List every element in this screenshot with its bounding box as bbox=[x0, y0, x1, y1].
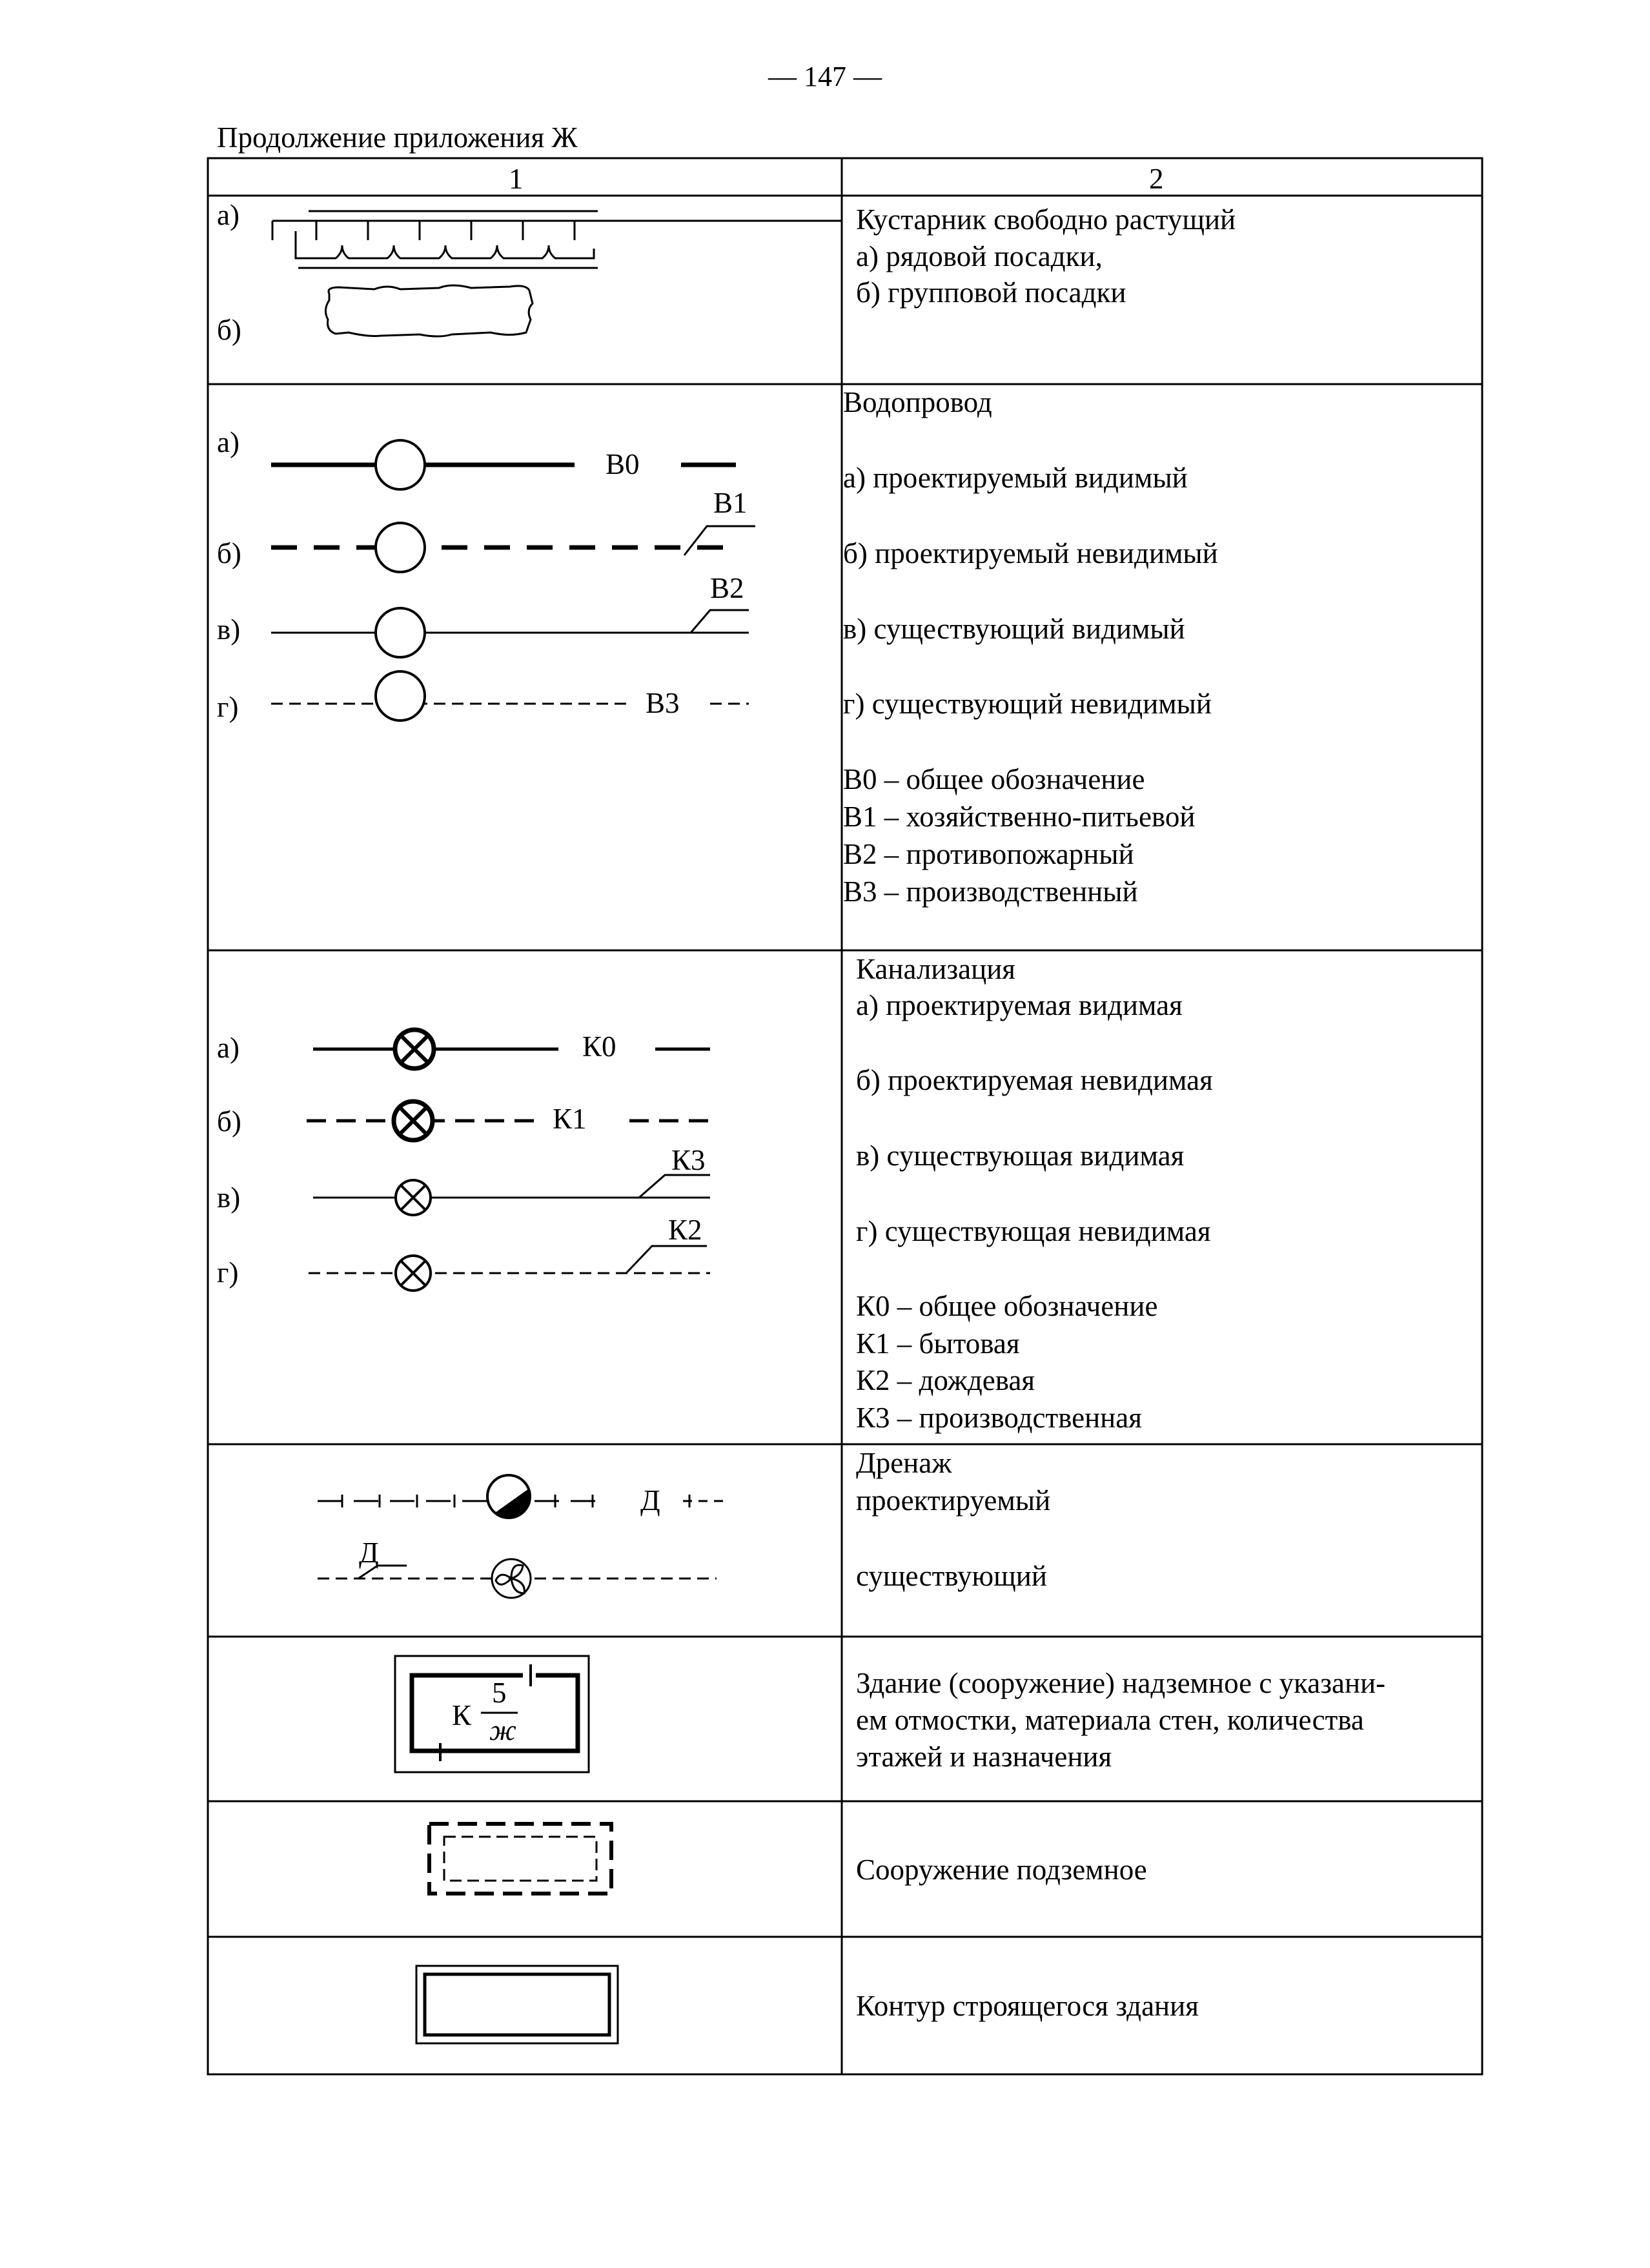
row-title-shrubs: Кустарник свободно растущий bbox=[856, 203, 1236, 236]
code-line: К0 – общее обозначение bbox=[856, 1290, 1158, 1322]
building-purpose-letter: ж bbox=[489, 1714, 516, 1746]
column-header-2: 2 bbox=[1149, 163, 1164, 195]
symbol-code: В2 bbox=[710, 572, 744, 604]
symbol-label-a: а) bbox=[217, 199, 239, 231]
symbol-code: К3 bbox=[671, 1144, 706, 1176]
code-line: В0 – общее обозначение bbox=[843, 763, 1145, 795]
page-number: — 147 — bbox=[768, 61, 882, 92]
appendix-caption: Продолжение приложения Ж bbox=[217, 121, 578, 154]
row-line: ем отмостки, материала стен, количества bbox=[856, 1704, 1364, 1736]
water-pipe-proposed-hidden bbox=[271, 523, 755, 572]
symbol-code: Д bbox=[640, 1484, 660, 1517]
row-line: г) существующий невидимый bbox=[843, 688, 1212, 720]
symbol-code: В3 bbox=[646, 687, 680, 719]
row-line: проектируемый bbox=[856, 1484, 1051, 1517]
symbol-code: К0 bbox=[582, 1030, 616, 1063]
symbol-label-v: в) bbox=[217, 613, 241, 646]
symbol-label-v: в) bbox=[217, 1181, 241, 1214]
row-line: а) проектируемая видимая bbox=[856, 989, 1183, 1021]
symbol-code: В0 bbox=[606, 448, 640, 480]
water-pipe-proposed-visible bbox=[271, 440, 736, 489]
sewer-pipe-proposed-hidden bbox=[307, 1101, 710, 1140]
row-line: б) групповой посадки bbox=[856, 276, 1126, 309]
symbol-label-a: а) bbox=[217, 426, 239, 458]
code-line: В1 – хозяйственно-питьевой bbox=[843, 801, 1196, 833]
symbol-label-b: б) bbox=[217, 1105, 241, 1138]
symbol-label-b: б) bbox=[217, 537, 241, 569]
row-line: Сооружение подземное bbox=[856, 1854, 1147, 1886]
shrub-row-planting-symbol bbox=[272, 211, 842, 268]
building-floors-count: 5 bbox=[492, 1677, 507, 1709]
column-header-1: 1 bbox=[509, 163, 524, 195]
row-line: в) существующий видимый bbox=[843, 613, 1185, 645]
row-line: б) проектируемая невидимая bbox=[856, 1064, 1213, 1096]
row-line: а) проектируемый видимый bbox=[843, 462, 1188, 494]
building-material-letter: К bbox=[452, 1699, 472, 1732]
code-line: В2 – противопожарный bbox=[843, 838, 1134, 870]
symbol-code: К1 bbox=[553, 1103, 587, 1135]
row-title-drain: Дренаж bbox=[856, 1447, 952, 1479]
drain-proposed-symbol bbox=[318, 1475, 723, 1518]
row-line: б) проектируемый невидимый bbox=[843, 537, 1218, 569]
water-pipe-existing-visible bbox=[271, 608, 749, 657]
symbol-label-g: г) bbox=[217, 691, 239, 723]
symbol-label-a: а) bbox=[217, 1032, 239, 1064]
sewer-pipe-proposed-visible bbox=[313, 1030, 710, 1068]
row-line: Контур строящегося здания bbox=[856, 1990, 1199, 2022]
sewer-pipe-existing-hidden bbox=[309, 1246, 710, 1291]
sewer-pipe-existing-visible bbox=[313, 1175, 710, 1215]
row-line: а) рядовой посадки, bbox=[856, 240, 1103, 272]
code-line: К3 – производственная bbox=[856, 1402, 1142, 1434]
row-line: Здание (сооружение) надземное с указани- bbox=[856, 1667, 1386, 1699]
shrub-group-planting-symbol bbox=[325, 285, 533, 336]
code-line: К1 – бытовая bbox=[856, 1327, 1020, 1360]
symbol-code: Д bbox=[359, 1537, 379, 1569]
symbol-code: В1 bbox=[713, 487, 748, 519]
building-under-construction-symbol bbox=[416, 1966, 618, 2043]
row-line: существующий bbox=[856, 1560, 1047, 1592]
row-line: г) существующая невидимая bbox=[856, 1215, 1211, 1247]
underground-structure-symbol bbox=[429, 1824, 611, 1894]
row-line: этажей и назначения bbox=[856, 1741, 1112, 1773]
symbol-code: К2 bbox=[668, 1214, 702, 1246]
symbol-label-b: б) bbox=[217, 314, 241, 346]
row-title-water: Водопровод bbox=[843, 386, 992, 418]
code-line: К2 – дождевая bbox=[856, 1364, 1035, 1396]
symbol-label-g: г) bbox=[217, 1256, 239, 1289]
row-title-sewer: Канализация bbox=[856, 953, 1015, 985]
row-line: в) существующая видимая bbox=[856, 1139, 1185, 1172]
code-line: В3 – производственный bbox=[843, 875, 1138, 908]
